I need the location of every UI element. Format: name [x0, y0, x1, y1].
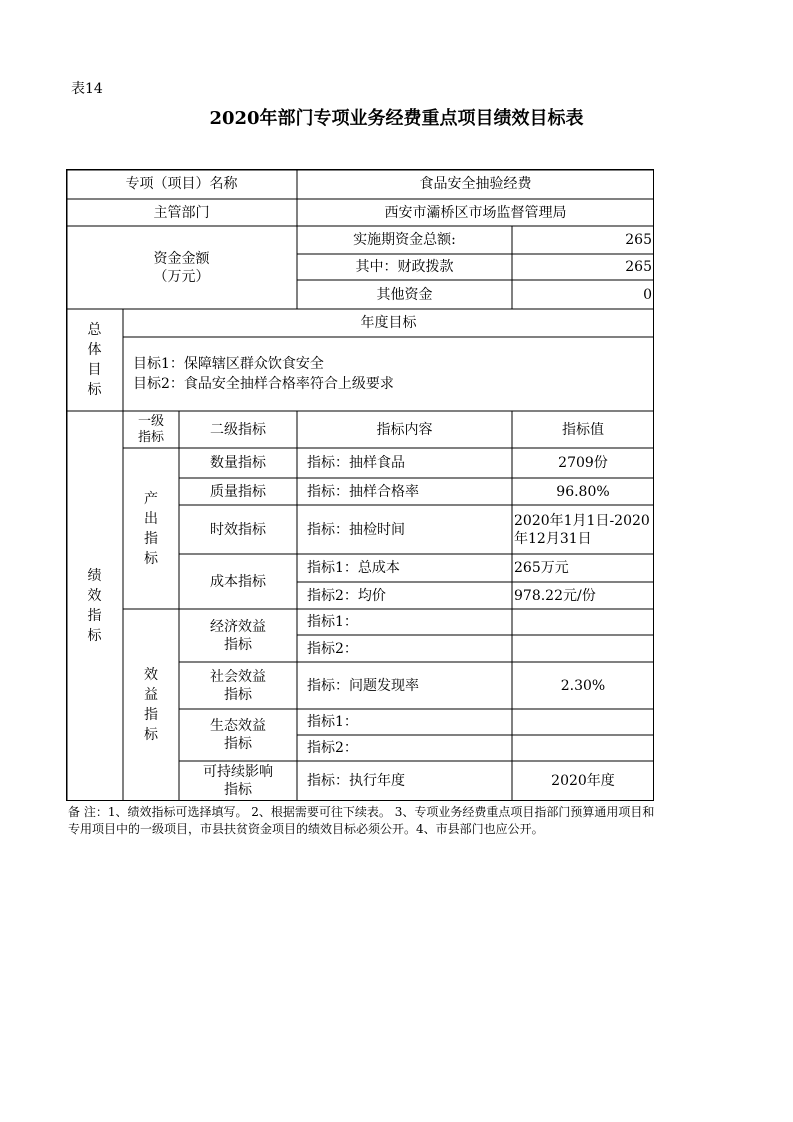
header-value: 指标值 — [562, 421, 604, 438]
timeliness-value — [512, 505, 654, 554]
cost-content-1: 指标1：总成本 — [307, 560, 400, 576]
project-name-value: 食品安全抽验经费 — [419, 176, 532, 192]
funds-label-line1: 资金金额 — [153, 250, 210, 267]
funds-fiscal-value: 265 — [625, 259, 652, 275]
benefit-label — [123, 609, 179, 801]
output-label-text: 产出指标 — [144, 490, 158, 567]
performance-label-text: 绩效指标 — [87, 568, 102, 644]
economic-content-2: 指标2： — [307, 640, 358, 657]
sustain-value: 2020年度 — [551, 773, 615, 789]
social-content: 指标：问题发现率 — [307, 677, 419, 694]
quality-value: 96.80% — [556, 483, 610, 500]
header-level1 — [123, 411, 179, 448]
eco-label-line1: 生态效益 — [210, 718, 266, 734]
goal-list — [123, 337, 654, 411]
quantity-content: 指标：抽样食品 — [307, 455, 405, 471]
overall-goal-label — [66, 309, 123, 411]
timeliness-value-line2: 年12月31日 — [514, 530, 592, 547]
output-label — [123, 448, 179, 609]
funds-other-value: 0 — [643, 286, 652, 303]
dept-label: 主管部门 — [153, 204, 210, 221]
page-title: 2020年部门专项业务经费重点项目绩效目标表 — [209, 108, 584, 129]
cost-content-2: 指标2：均价 — [307, 587, 386, 604]
sustain-label — [179, 761, 297, 801]
sustain-content: 指标：执行年度 — [307, 773, 405, 789]
funds-fiscal-label: 其中：财政拨款 — [355, 259, 454, 275]
quality-label: 质量指标 — [210, 483, 266, 500]
dept-value: 西安市灞桥区市场监督管理局 — [384, 204, 567, 221]
social-label-line1: 社会效益 — [210, 668, 266, 685]
cost-value-1: 265万元 — [514, 560, 569, 576]
timeliness-label: 时效指标 — [210, 521, 266, 538]
project-name-label: 专项（项目）名称 — [125, 176, 238, 192]
overall-goal-label-text: 总体目标 — [87, 322, 102, 398]
eco-content-2: 指标2： — [307, 740, 358, 756]
eco-label-line2: 指标 — [224, 736, 252, 752]
quality-content: 指标：抽样合格率 — [307, 483, 419, 500]
quantity-label: 数量指标 — [210, 455, 266, 471]
funds-total-value: 265 — [625, 232, 652, 248]
year-goal-label: 年度目标 — [360, 315, 417, 331]
sustain-label-line2: 指标 — [224, 782, 252, 798]
economic-label-line1: 经济效益 — [210, 618, 266, 635]
performance-table — [66, 169, 654, 801]
social-value: 2.30% — [560, 677, 606, 694]
cost-value-2: 978.22元/份 — [514, 587, 596, 604]
header-level1-text: 一级指标 — [137, 413, 164, 445]
goal-2: 目标2：食品安全抽样合格率符合上级要求 — [133, 376, 394, 392]
header-content: 指标内容 — [376, 421, 433, 438]
funds-label — [66, 226, 297, 309]
social-label — [179, 662, 297, 709]
eco-content-1: 指标1： — [307, 714, 358, 730]
funds-total-label: 实施期资金总额: — [353, 232, 456, 248]
benefit-label-text: 效益指标 — [144, 667, 158, 743]
performance-label — [66, 411, 123, 801]
sustain-label-line1: 可持续影响 — [203, 764, 273, 780]
funds-label-line2: （万元） — [153, 268, 210, 285]
social-label-line2: 指标 — [224, 686, 252, 703]
quantity-value: 2709份 — [558, 455, 608, 471]
funds-other-label: 其他资金 — [376, 286, 433, 303]
footnote: 备 注：1、绩效指标可选择填写。 2、根据需要可往下续表。 3、专项业务经费重点项目指部门预算通用项目和专用项目中的一级项目，市县扶贫资金项目的绩效目标必须公开。4、市县部门也应公开。 — [68, 805, 655, 836]
eco-label — [179, 709, 297, 761]
table-number: 表14 — [71, 81, 103, 97]
cost-label: 成本指标 — [210, 573, 266, 590]
timeliness-value-line1: 2020年1月1日-2020 — [514, 512, 650, 529]
timeliness-content: 指标：抽检时间 — [307, 521, 405, 538]
economic-label — [179, 609, 297, 662]
goal-1: 目标1：保障辖区群众饮食安全 — [133, 356, 324, 372]
economic-content-1: 指标1： — [307, 614, 358, 630]
header-level2: 二级指标 — [210, 421, 266, 438]
economic-label-line2: 指标 — [224, 636, 252, 653]
